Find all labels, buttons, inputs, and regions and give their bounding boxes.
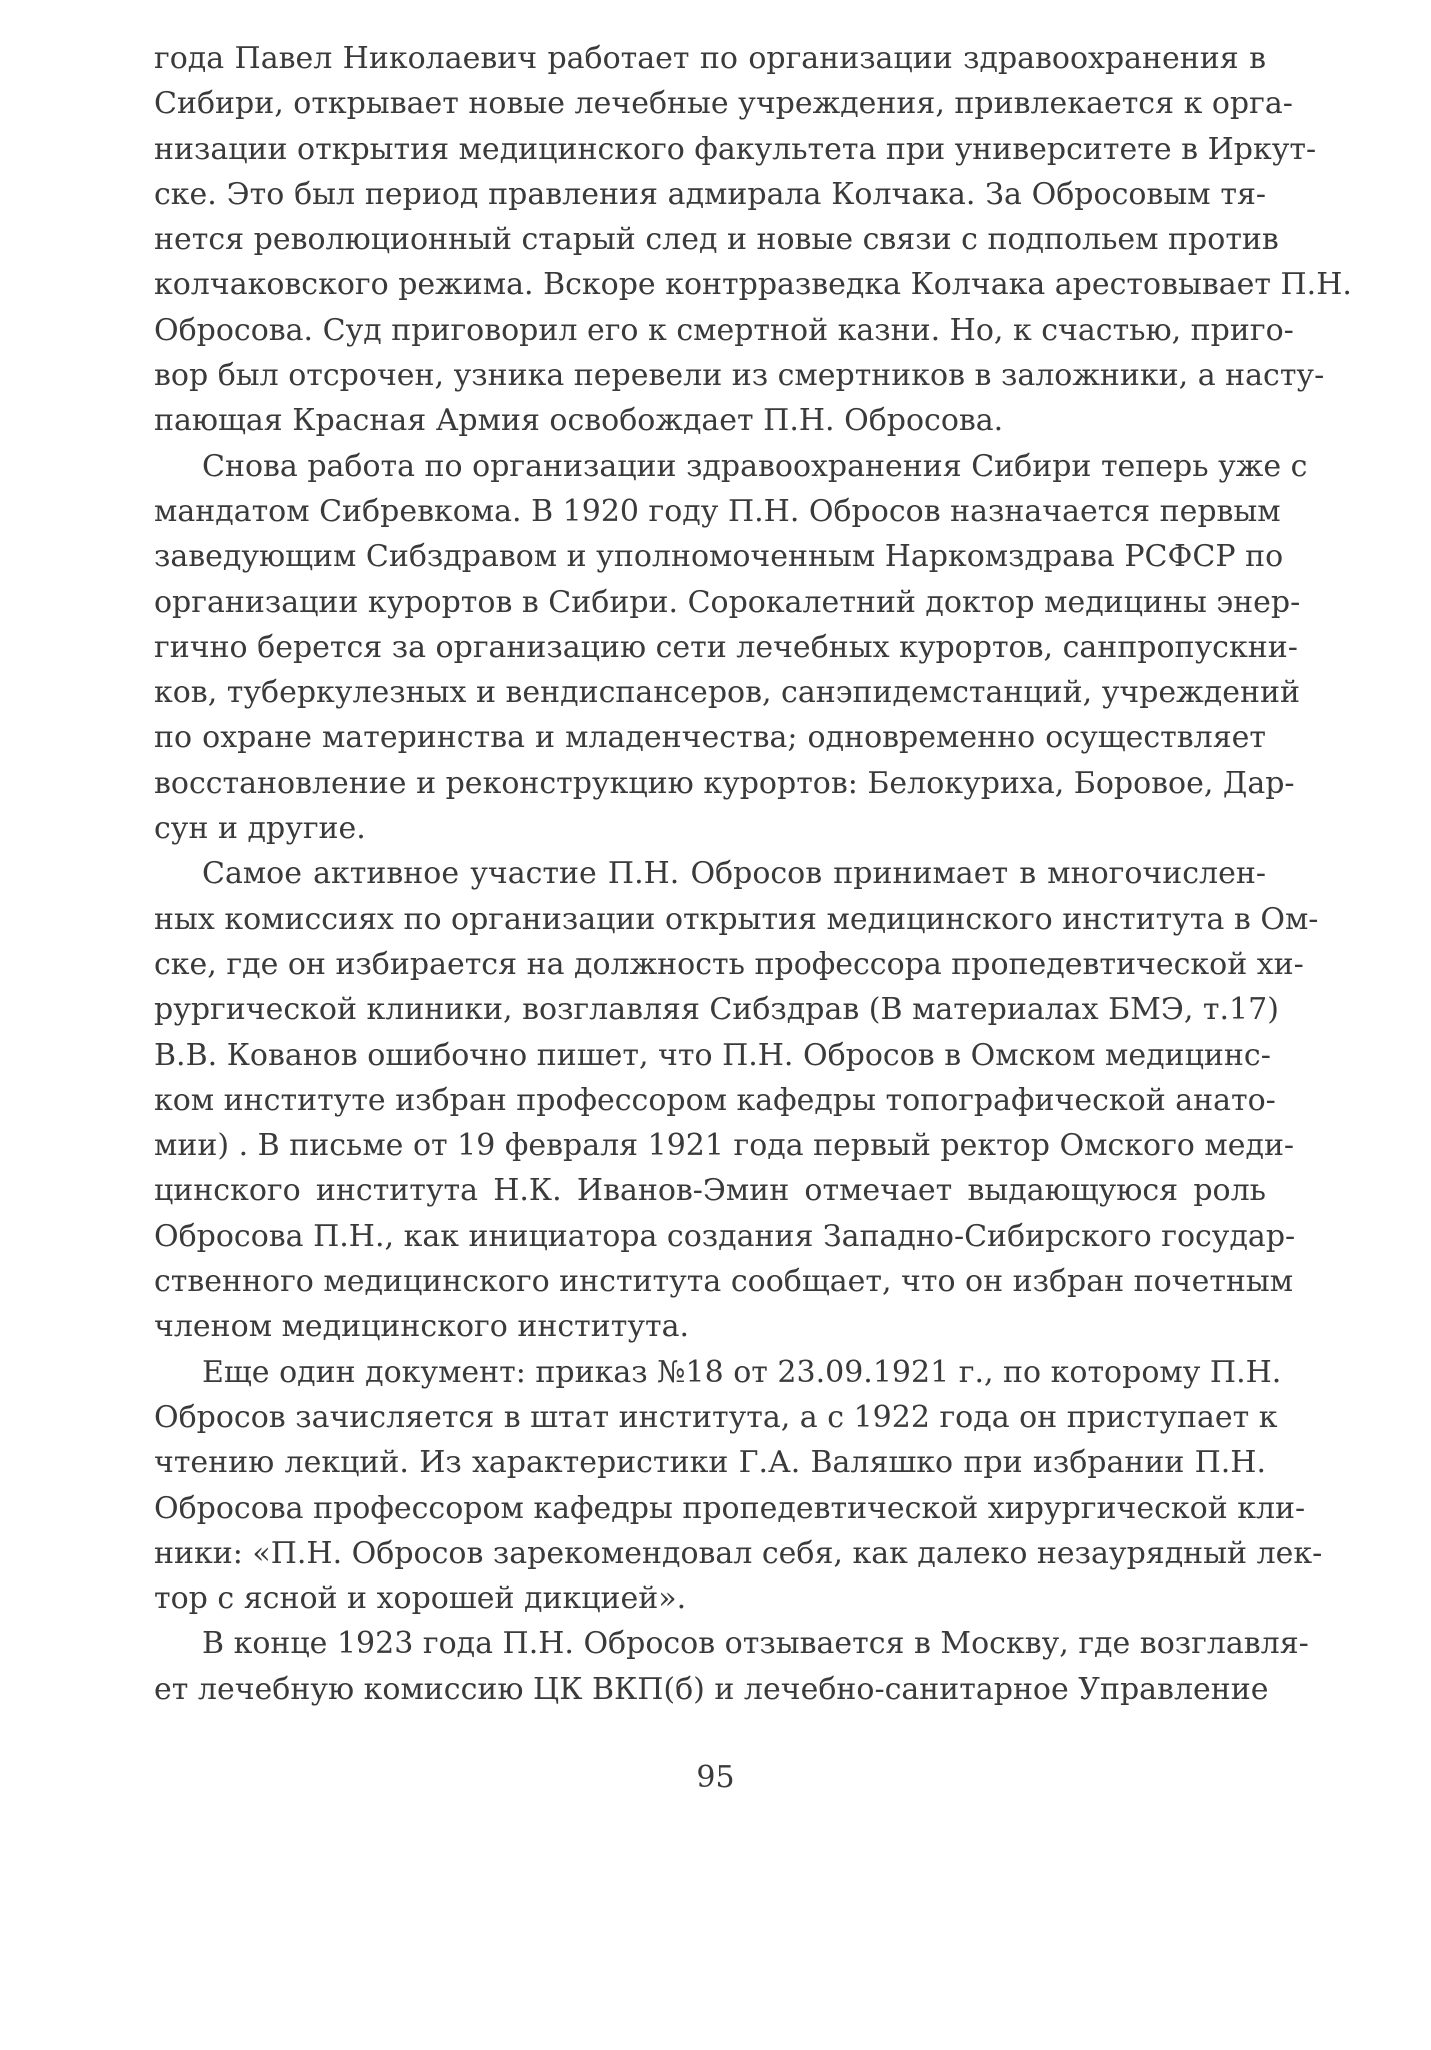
text-line: ком институте избран профессором кафедры топографической анато- [154,1082,1276,1118]
paragraph-4 [154,1350,1323,1622]
text-line: Обросова профессором кафедры пропедевтической хирургической кли- [154,1490,1306,1526]
text-line: ске, где он избирается на должность профессора пропедевтической хи- [154,946,1304,982]
text-line: восстановление и реконструкцию курортов: Белокуриха, Боровое, Дар- [154,765,1295,801]
text-line: Еще один документ: приказ №18 от 23.09.1921 г., по которому П.Н. [202,1354,1282,1390]
paragraph-5 [154,1621,1309,1712]
text-line: по охране материнства и младенчества; одновременно осуществляет [154,720,1266,756]
text-line: мии) . В письме от 19 февраля 1921 года первый ректор Омского меди- [154,1128,1295,1164]
text-line: ков, туберкулезных и вендиспансеров, санэпидемстанций, учреждений [154,675,1300,711]
text-line: Снова работа по организации здравоохранения Сибири теперь уже с [202,448,1308,484]
page-number: 95 [696,1760,735,1795]
text-line: гично берется за организацию сети лечебных курортов, санпропускни- [154,629,1298,665]
text-line: Сибири, открывает новые лечебные учреждения, привлекается к орга- [154,86,1293,122]
text-line: ники: «П.Н. Обросов зарекомендовал себя, как далеко незаурядный лек- [154,1535,1323,1571]
text-line: Самое активное участие П.Н. Обросов принимает в многочислен- [202,856,1266,892]
text-line: ет лечебную комиссию ЦК ВКП(б) и лечебно-санитарное Управление [154,1671,1269,1707]
text-line: организации курортов в Сибири. Сорокалетний доктор медицины энер- [154,584,1301,620]
text-line: цинского института Н.К. Иванов-Эмин отмечает выдающуюся роль [154,1173,1266,1209]
text-line: вор был отсрочен, узника перевели из смертников в заложники, а насту- [154,358,1325,394]
text-line: В.В. Кованов ошибочно пишет, что П.Н. Обросов в Омском медицинс- [154,1037,1271,1073]
text-line: чтению лекций. Из характеристики Г.А. Валяшко при избрании П.Н. [154,1445,1266,1481]
text-line: колчаковского режима. Вскоре контрразведка Колчака арестовывает П.Н. [154,267,1352,303]
paragraph-1 [154,36,1352,444]
text-line: Обросов зачисляется в штат института, а с 1922 года он приступает к [154,1399,1278,1435]
page-body [154,36,1352,1712]
text-line: Обросова П.Н., как инициатора создания Западно-Сибирского государ- [154,1218,1296,1254]
text-line: заведующим Сибздравом и уполномоченным Наркомздрава РСФСР по [154,539,1284,575]
paragraph-2 [154,444,1308,852]
text-line: пающая Красная Армия освобождает П.Н. Обросова. [154,403,1004,439]
text-line: ственного медицинского института сообщает, что он избран почетным [154,1264,1294,1300]
text-line: низации открытия медицинского факультета при университете в Иркут- [154,131,1317,167]
paragraph-3 [154,851,1319,1349]
text-line: рургической клиники, возглавляя Сибздрав (В материалах БМЭ, т.17) [154,992,1279,1028]
text-line: ске. Это был период правления адмирала Колчака. За Обросовым тя- [154,176,1266,212]
text-line: ных комиссиях по организации открытия медицинского института в Ом- [154,901,1319,937]
text-line: Обросова. Суд приговорил его к смертной казни. Но, к счастью, приго- [154,312,1294,348]
text-line: сун и другие. [154,811,366,847]
text-line: тор с ясной и хорошей дикцией». [154,1581,687,1617]
text-line: мандатом Сибревкома. В 1920 году П.Н. Обросов назначается первым [154,493,1281,529]
text-line: членом медицинского института. [154,1309,689,1345]
text-line: В конце 1923 года П.Н. Обросов отзывается в Москву, где возглавля- [202,1626,1309,1662]
text-line: года Павел Николаевич работает по организации здравоохранения в [154,41,1266,76]
text-line: нется революционный старый след и новые связи с подпольем против [154,222,1279,258]
